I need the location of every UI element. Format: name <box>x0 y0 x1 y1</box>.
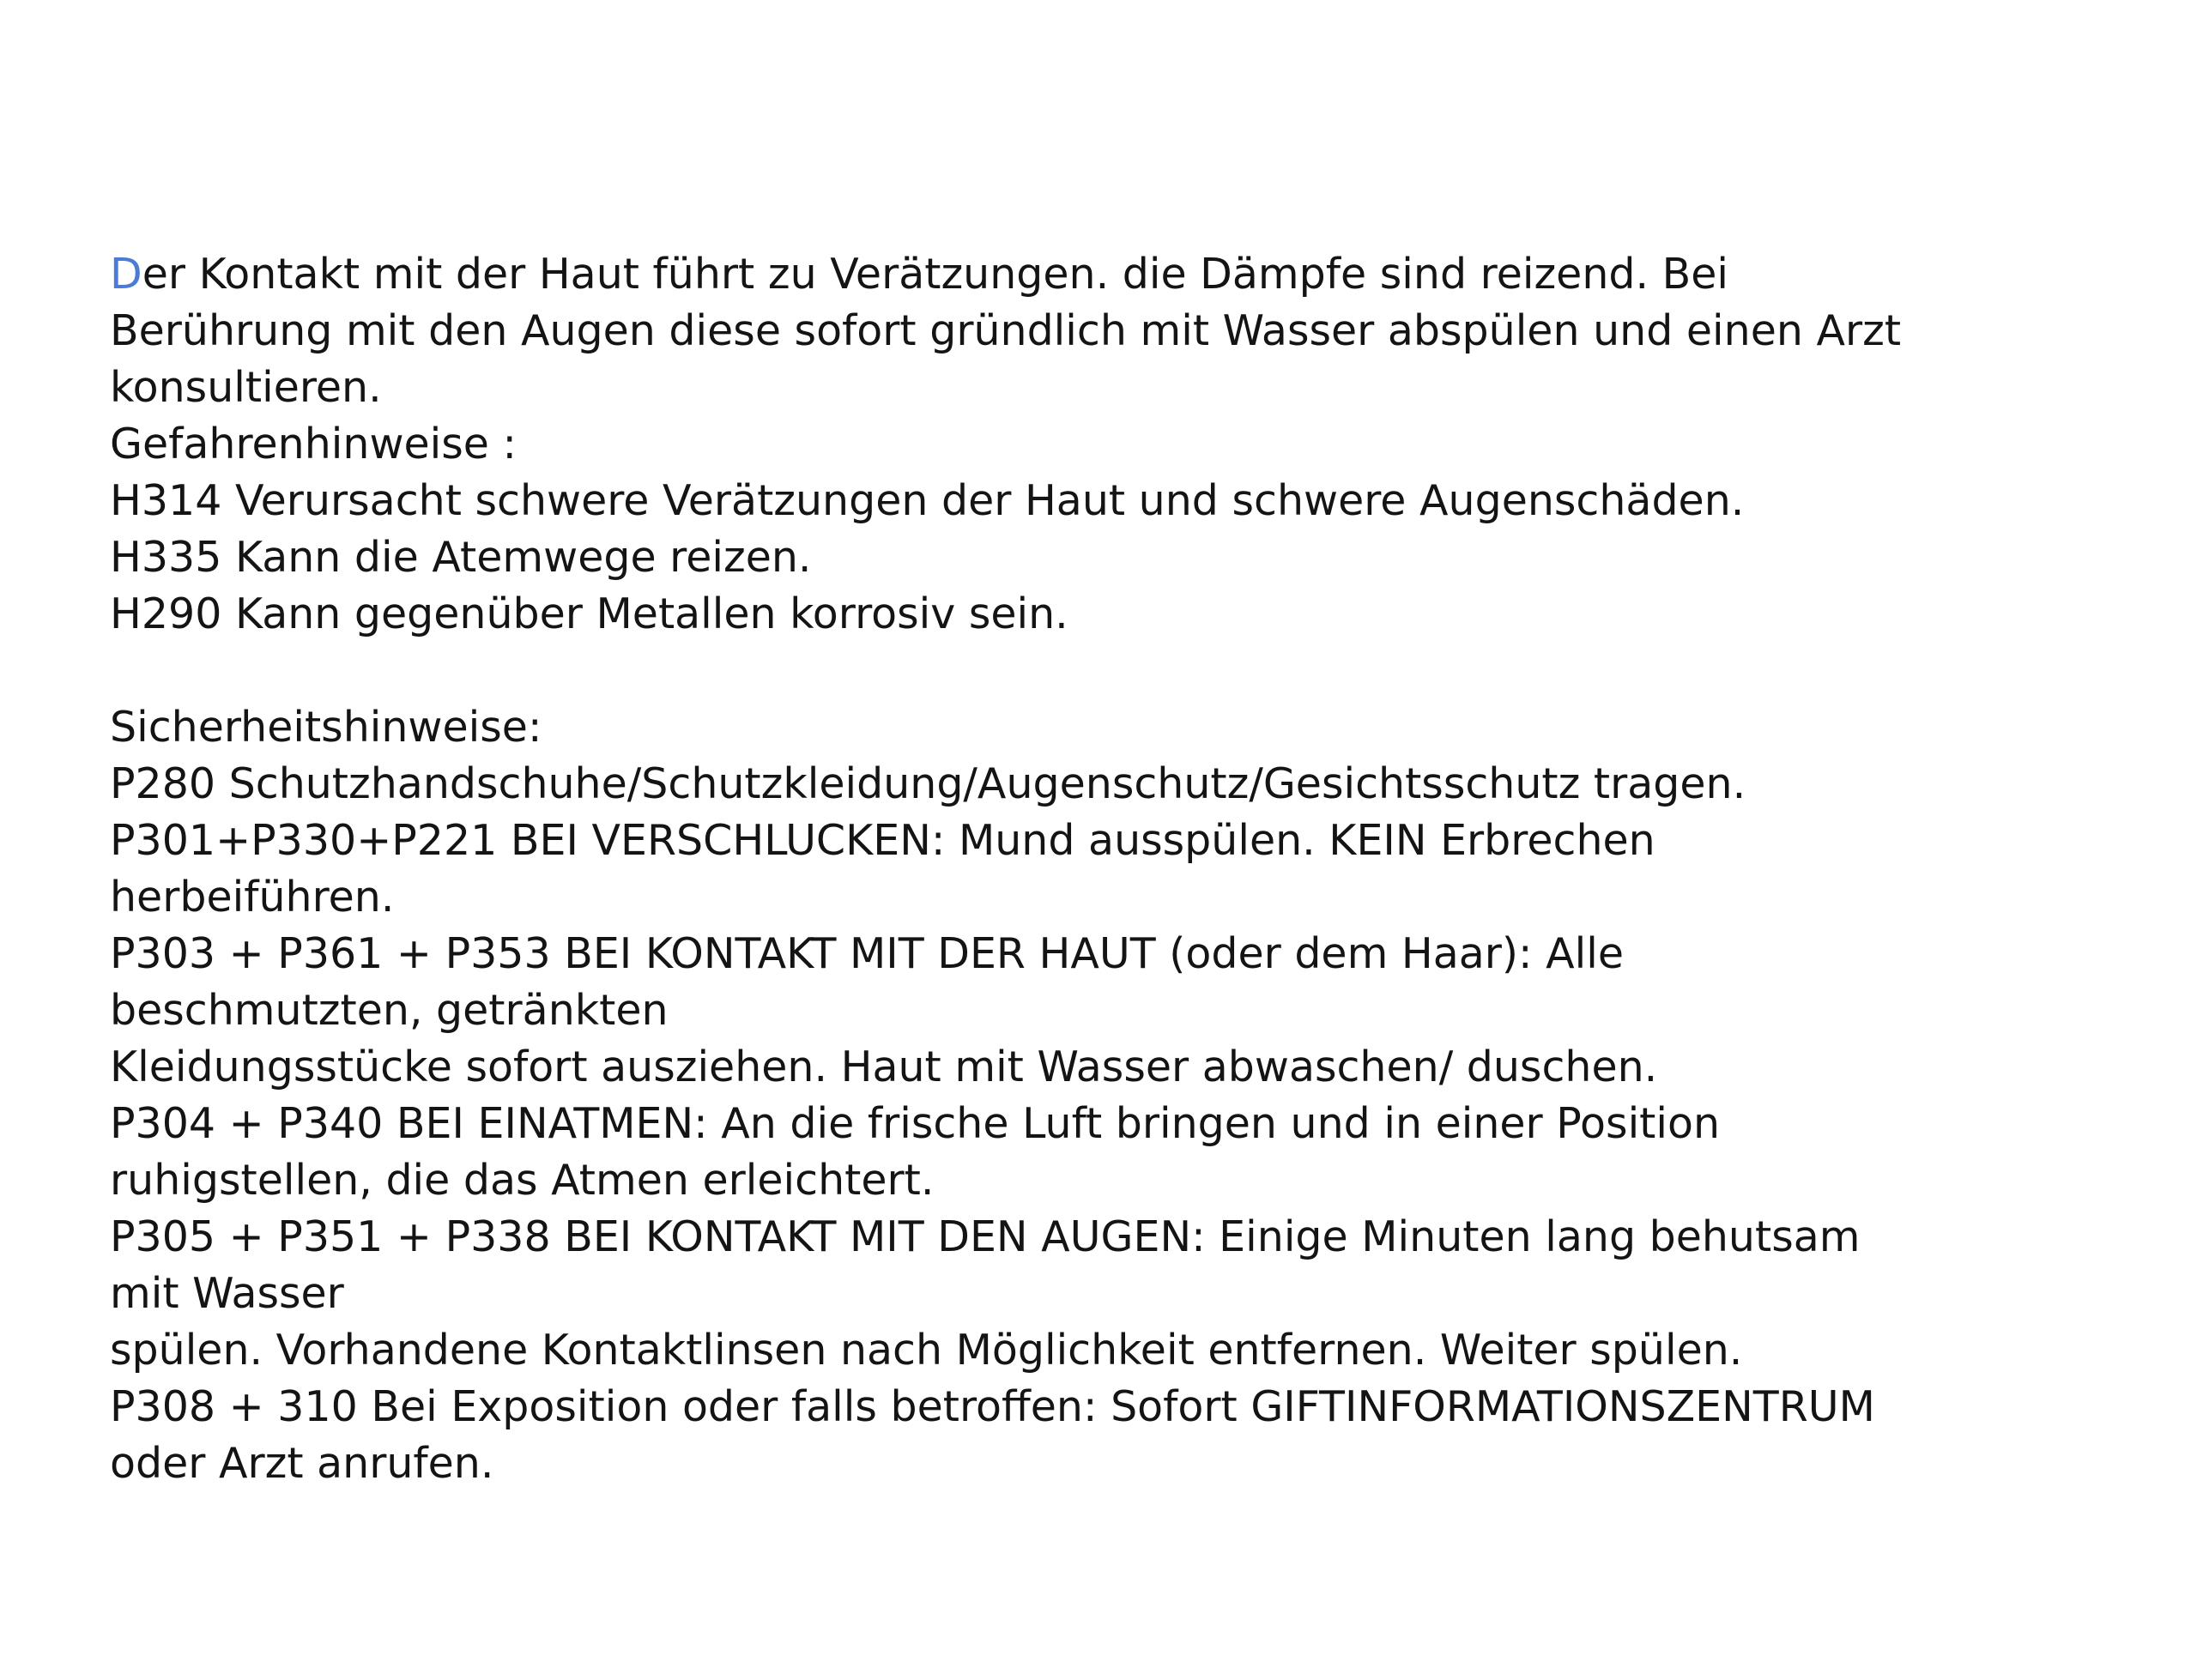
intro-paragraph <box>110 246 2152 416</box>
safety-document <box>110 246 2152 1492</box>
intro-line <box>110 246 2152 303</box>
safety-statement-line: oder Arzt anrufen. <box>110 1439 494 1488</box>
safety-statement-line: P303 + P361 + P353 BEI KONTAKT MIT DER HAUT (oder dem Haar): Alle <box>110 929 1625 978</box>
safety-statement-line: P305 + P351 + P338 BEI KONTAKT MIT DEN AUGEN: Einige Minuten lang behutsam <box>110 1212 1861 1261</box>
safety-statement-line: herbeiführen. <box>110 873 395 922</box>
hazard-heading: Gefahrenhinweise : <box>110 420 517 468</box>
hazard-section <box>110 416 2152 643</box>
safety-statement-line: mit Wasser <box>110 1269 344 1318</box>
safety-statement-line: Kleidungsstücke sofort ausziehen. Haut mit Wasser abwaschen/ duschen. <box>110 1042 1658 1091</box>
intro-first-letter: D <box>110 250 142 299</box>
intro-line: Berührung mit den Augen diese sofort gründlich mit Wasser abspülen und einen Arzt <box>110 306 1902 355</box>
safety-statement-line: P304 + P340 BEI EINATMEN: An die frische Luft bringen und in einer Position <box>110 1099 1721 1148</box>
intro-line-text: er Kontakt mit der Haut führt zu Verätzungen. die Dämpfe sind reizend. Bei <box>142 250 1729 299</box>
safety-section <box>110 699 2152 1492</box>
safety-statement-line: beschmutzten, getränkten <box>110 986 669 1035</box>
hazard-statement: H290 Kann gegenüber Metallen korrosiv sein. <box>110 589 1068 638</box>
safety-statement-line: P308 + 310 Bei Exposition oder falls betroffen: Sofort GIFTINFORMATIONSZENTRUM <box>110 1382 1875 1431</box>
safety-statement-line: P280 Schutzhandschuhe/Schutzkleidung/Augenschutz/Gesichtsschutz tragen. <box>110 759 1746 808</box>
safety-statement-line: ruhigstellen, die das Atmen erleichtert. <box>110 1156 935 1205</box>
safety-statement-line: P301+P330+P221 BEI VERSCHLUCKEN: Mund ausspülen. KEIN Erbrechen <box>110 816 1655 865</box>
section-spacer <box>110 643 2152 699</box>
safety-heading: Sicherheitshinweise: <box>110 703 542 752</box>
intro-line: konsultieren. <box>110 363 382 412</box>
hazard-statement: H335 Kann die Atemwege reizen. <box>110 533 812 582</box>
safety-statement-line: spülen. Vorhandene Kontaktlinsen nach Möglichkeit entfernen. Weiter spülen. <box>110 1326 1743 1375</box>
hazard-statement: H314 Verursacht schwere Verätzungen der Haut und schwere Augenschäden. <box>110 476 1745 525</box>
